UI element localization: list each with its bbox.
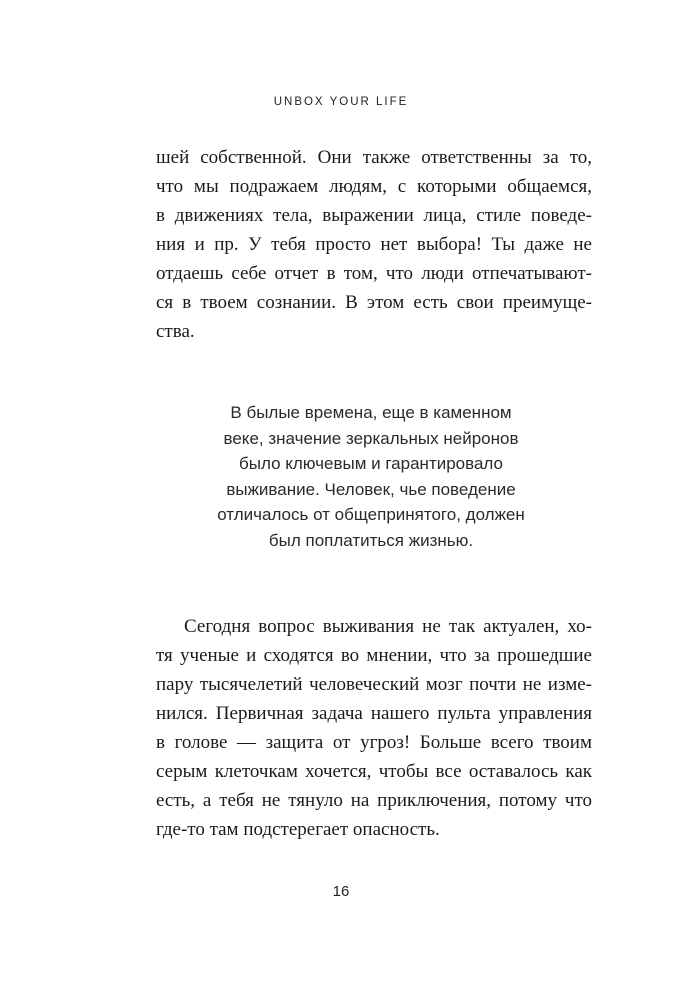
paragraph-line: тя ученые и сходятся во мнении, что за прошедшие (156, 645, 592, 666)
paragraph-line: нился. Первичная задача нашего пульта управления (156, 703, 592, 724)
callout-line: отличалось от общепринятого, должен (217, 505, 525, 524)
paragraph-line: что мы подражаем людям, с которыми общаемся, (156, 176, 592, 197)
callout-line: выживание. Человек, чье поведение (226, 479, 516, 499)
callout-bottom-dotted-divider (216, 565, 524, 569)
body-paragraph-2 (156, 612, 592, 844)
paragraph-line: серым клеточкам хочется, чтобы все оставалось как (156, 761, 592, 782)
paragraph-line: пару тысячелетий человеческий мозг почти не изме- (156, 674, 592, 695)
paragraph-line: есть, а тебя не тянуло на приключения, потому что (156, 790, 592, 811)
callout-line: было ключевым и гарантировало (239, 454, 503, 473)
page-number: 16 (332, 883, 350, 900)
paragraph-line: Сегодня вопрос выживания не так актуален, хо- (184, 616, 592, 637)
body-paragraph-1 (156, 143, 592, 346)
callout-line: В былые времена, еще в каменном (230, 403, 512, 422)
paragraph-line: ния и пр. У тебя просто нет выбора! Ты даже не (156, 234, 592, 255)
paragraph-line: в голове — защита от угроз! Больше всего твоим (156, 732, 592, 753)
paragraph-line: ства. (156, 321, 195, 342)
callout-line: веке, значение зеркальных нейронов (223, 428, 519, 448)
paragraph-line: где-то там подстерегает опасность. (156, 819, 440, 840)
callout-box (186, 400, 556, 553)
paragraph-line: отдаешь себе отчет в том, что люди отпечатывают- (156, 263, 592, 284)
paragraph-line: шей собственной. Они также ответственны за то, (156, 147, 592, 168)
paragraph-line: в движениях тела, выражении лица, стиле поведе- (156, 205, 592, 226)
running-head-title: UNBOX YOUR LIFE (273, 96, 409, 108)
callout-line: был поплатиться жизнью. (268, 530, 474, 550)
paragraph-line: ся в твоем сознании. В этом есть свои преимуще- (156, 292, 592, 313)
callout-top-dotted-divider (216, 384, 524, 388)
